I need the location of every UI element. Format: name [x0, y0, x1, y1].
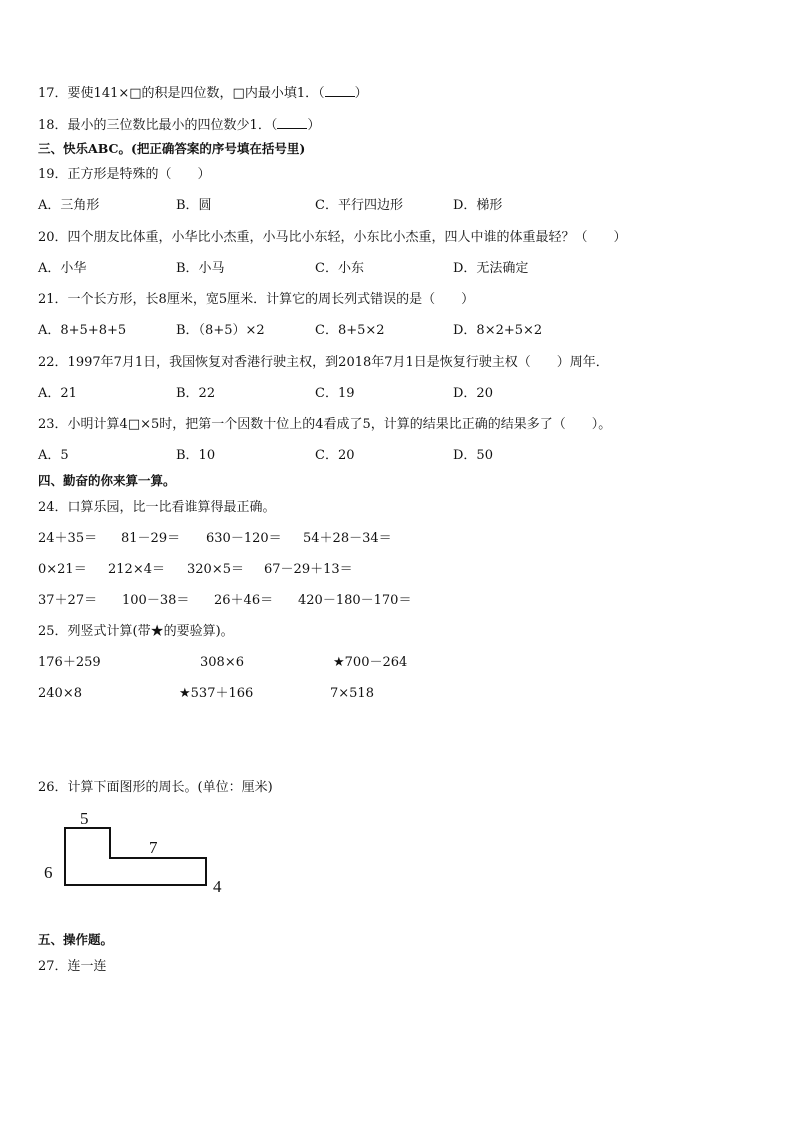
option-a[interactable]: A．8+5+8+5	[38, 323, 127, 338]
mental-math-item: 100－38＝	[122, 593, 190, 608]
question-21-stem: 21．一个长方形，长8厘米，宽5厘米．计算它的周长列式错误的是（ ）	[38, 292, 475, 307]
mental-math-item: 0×21＝	[38, 562, 87, 577]
question-18-text: 18．最小的三位数比最小的四位数少1．（	[38, 118, 278, 133]
vertical-calc-item: 240×8	[38, 686, 82, 701]
question-20-stem: 20．四个朋友比体重，小华比小杰重，小马比小东轻，小东比小杰重，四人中谁的体重最轻？（ ）	[38, 230, 627, 245]
option-d[interactable]: D．50	[453, 448, 493, 463]
label-left-height: 6	[44, 863, 53, 882]
option-a[interactable]: A．三角形	[38, 198, 100, 213]
mental-math-item: 24＋35＝	[38, 531, 98, 546]
option-a[interactable]: A．小华	[38, 261, 87, 276]
option-b[interactable]: B．（8+5）×2	[176, 323, 265, 338]
option-b[interactable]: B．小马	[176, 261, 225, 276]
option-a[interactable]: A．21	[38, 386, 77, 401]
question-17-text: 17．要使141×□的积是四位数，□内最小填1．（	[38, 86, 325, 101]
label-right-height: 4	[213, 877, 222, 895]
mental-math-item: 320×5＝	[187, 562, 244, 577]
option-a[interactable]: A．5	[38, 448, 69, 463]
option-b[interactable]: B．22	[176, 386, 216, 401]
option-c[interactable]: C．20	[315, 448, 355, 463]
label-step-width: 7	[149, 838, 158, 857]
option-d[interactable]: D．无法确定	[453, 261, 529, 276]
option-c[interactable]: C．8+5×2	[315, 323, 385, 338]
option-c[interactable]: C．平行四边形	[315, 198, 403, 213]
option-c[interactable]: C．19	[315, 386, 355, 401]
question-22-stem: 22．1997年7月1日，我国恢复对香港行驶主权，到2018年7月1日是恢复行驶主权（ ）周年．	[38, 355, 609, 370]
question-17	[38, 84, 368, 102]
mental-math-item: 212×4＝	[108, 562, 165, 577]
mental-math-item: 630－120＝	[206, 531, 282, 546]
label-top-width: 5	[80, 809, 89, 828]
question-25-stem: 25．列竖式计算(带★的要验算)。	[38, 624, 234, 639]
option-d[interactable]: D．8×2+5×2	[453, 323, 543, 338]
question-27-stem: 27．连一连	[38, 959, 107, 974]
vertical-calc-item: 176＋259	[38, 655, 101, 670]
answer-blank-17[interactable]	[325, 84, 355, 97]
question-17-close: ）	[354, 86, 368, 101]
option-d[interactable]: D．梯形	[453, 198, 503, 213]
mental-math-item: 420－180－170＝	[298, 593, 412, 608]
question-18	[38, 116, 320, 134]
perimeter-figure	[38, 805, 238, 895]
vertical-calc-item: 308×6	[200, 655, 244, 670]
mental-math-item: 37＋27＝	[38, 593, 98, 608]
mental-math-item: 81－29＝	[121, 531, 181, 546]
section-3-heading: 三、快乐ABC。(把正确答案的序号填在括号里)	[38, 141, 306, 156]
option-b[interactable]: B．圆	[176, 198, 212, 213]
option-b[interactable]: B．10	[176, 448, 216, 463]
option-d[interactable]: D．20	[453, 386, 493, 401]
mental-math-item: 67－29＋13＝	[264, 562, 353, 577]
question-26-stem: 26．计算下面图形的周长。(单位：厘米)	[38, 780, 273, 795]
section-4-heading: 四、勤奋的你来算一算。	[38, 473, 176, 488]
section-5-heading: 五、操作题。	[38, 932, 114, 947]
option-c[interactable]: C．小东	[315, 261, 364, 276]
mental-math-item: 26＋46＝	[214, 593, 274, 608]
answer-blank-18[interactable]	[277, 116, 307, 129]
l-shape-outline	[65, 828, 206, 885]
question-24-stem: 24．口算乐园，比一比看谁算得最正确。	[38, 500, 276, 515]
question-19-stem: 19．正方形是特殊的（ ）	[38, 167, 211, 182]
question-23-stem: 23．小明计算4□×5时，把第一个因数十位上的4看成了5，计算的结果比正确的结果多了（ ）。	[38, 417, 612, 432]
mental-math-item: 54＋28－34＝	[303, 531, 392, 546]
vertical-calc-item: ★537＋166	[179, 686, 254, 701]
vertical-calc-item: ★700－264	[333, 655, 408, 670]
vertical-calc-item: 7×518	[330, 686, 374, 701]
question-18-close: ）	[307, 118, 321, 133]
